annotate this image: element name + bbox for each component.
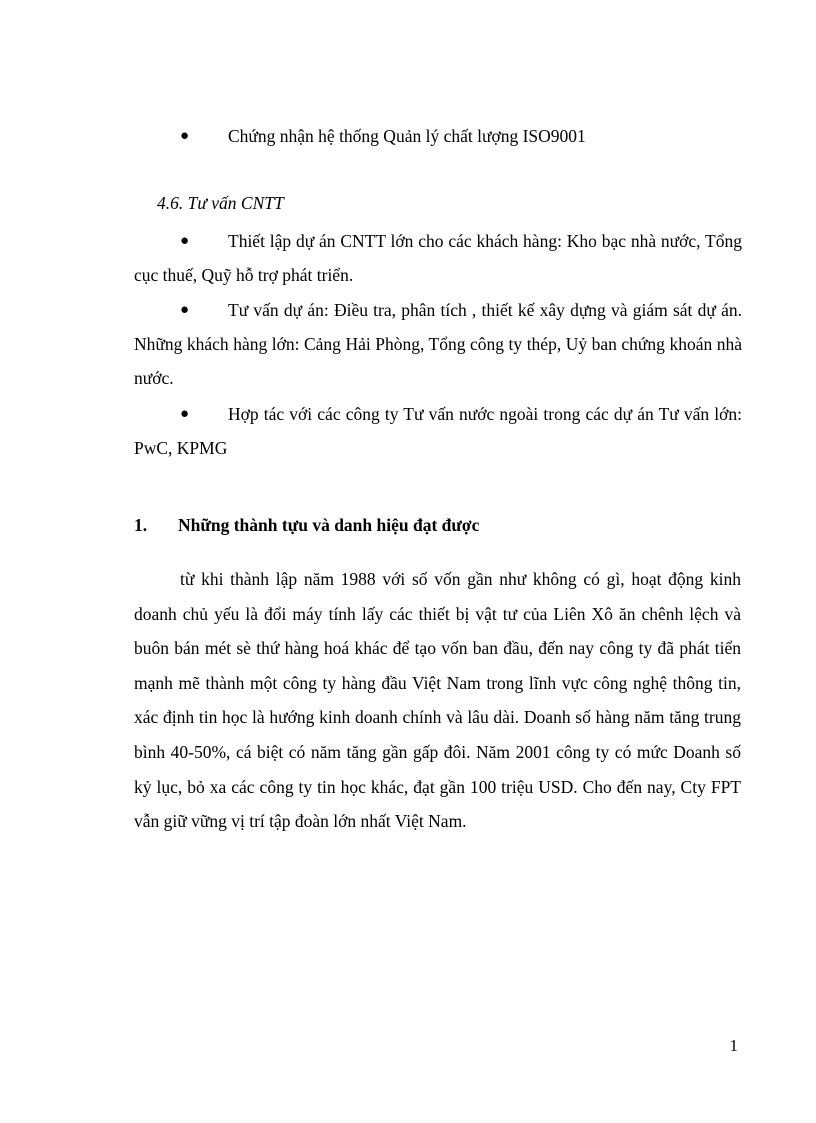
list-item — [134, 119, 742, 153]
bullet-text: Tư vấn dự án: Điều tra, phân tích , thiết kế xây dựng và giám sát dự án. Những khách hàng lớn: Cảng Hải Phòng, Tổng công ty thép, Uỷ ban chứng khoán nhà nước. — [134, 300, 742, 388]
bullet-text: Thiết lập dự án CNTT lớn cho các khách hàng: Kho bạc nhà nước, Tổng cục thuế, Quỹ hỗ trợ phát triển. — [134, 231, 742, 285]
list-item — [134, 293, 742, 395]
body-paragraph: từ khi thành lập năm 1988 với số vốn gần như không có gì, hoạt động kinh doanh chủ yếu là đổi máy tính lấy các thiết bị vật tư của Liên Xô ăn chênh lệch và buôn bán mét sè thứ hàng hoá khác để tạo vốn ban đầu, đến nay công ty đã phát tiển mạnh mẽ thành một công ty hàng đầu Việt Nam trong lĩnh vực công nghệ thông tin, xác định tin học là hướng kinh doanh chính và lâu dài. Doanh số hàng năm tăng trung bình 40-50%, cá biệt có năm tăng gần gấp đôi. Năm 2001 công ty có mức Doanh số kỷ lục, bỏ xa các công ty tin học khác, đạt gần 100 triệu USD. Cho đến nay, Cty FPT vẫn giữ vững vị trí tập đoàn lớn nhất Việt Nam. — [134, 569, 741, 832]
page-number: 1 — [729, 1036, 738, 1055]
bullet-text: Hợp tác với các công ty Tư vấn nước ngoài trong các dự án Tư vấn lớn: PwC, KPMG — [134, 404, 742, 458]
list-item — [134, 397, 742, 465]
subsection-title: 4.6. Tư vấn CNTT — [157, 193, 284, 213]
bullet-icon: ● — [180, 302, 190, 318]
list-item — [134, 224, 742, 292]
bullet-text: Chứng nhận hệ thống Quản lý chất lượng ISO9001 — [228, 126, 586, 146]
section-heading — [134, 511, 479, 539]
section-number: 1. — [134, 515, 148, 535]
bullet-icon: ● — [180, 233, 190, 249]
bullet-icon: ● — [180, 406, 190, 422]
bullet-icon: ● — [180, 128, 190, 144]
section-title: Những thành tựu và danh hiệu đạt được — [178, 515, 480, 535]
